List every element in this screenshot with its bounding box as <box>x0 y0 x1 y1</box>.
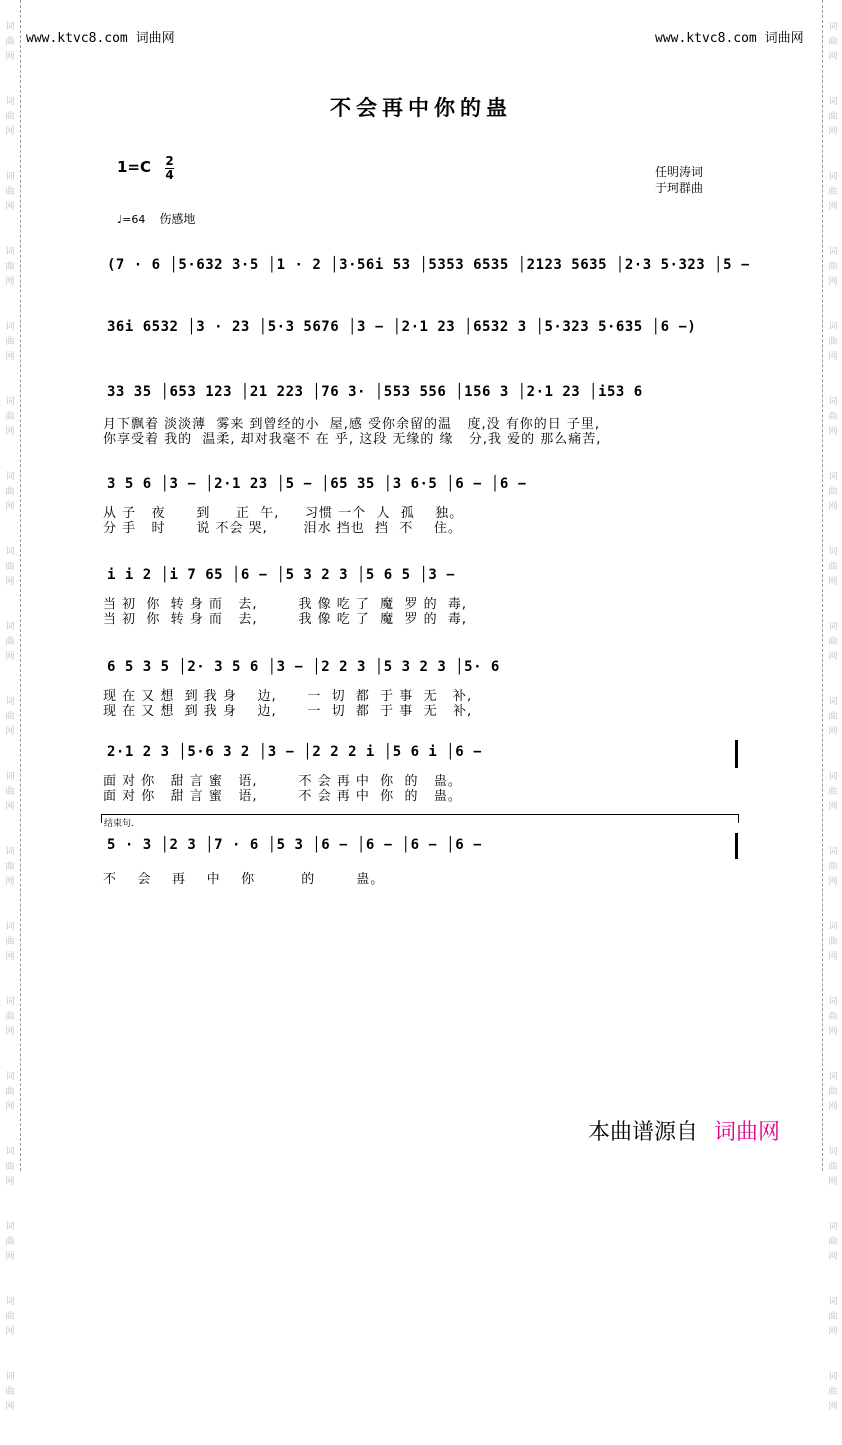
final-barline <box>735 833 738 859</box>
notes: 5 · 3 │2 3 │7 · 6 │5 3 │6 − │6 − │6 − │6 − <box>107 837 483 853</box>
key-signature: 1=C <box>117 158 152 176</box>
watermark-right: 词 曲 网 词 曲 网 词 曲 网 词 曲 网 词 曲 网 词 曲 网 词 曲 网 词 曲 网 词 曲 网 词 曲 网 词 曲 网 词 曲 网 词 曲 网 词 曲 网 词 曲 网 词 曲 网 词 曲 网 词 曲 网 词 曲 网 <box>828 22 838 1412</box>
credits <box>655 164 703 196</box>
lyric-verse1: 面 对 你 甜 言 蜜 语, 不 会 再 中 你 的 蛊。 <box>103 774 462 789</box>
score-line-1 <box>107 253 750 283</box>
notes: 6 5 3 5 │2· 3 5 6 │3 − │2 2 3 │5 3 2 3 │5· 6 <box>107 659 500 675</box>
footer-brand-link[interactable]: 词曲网 <box>714 1120 781 1145</box>
notes: 33 35 │653 123 │21 223 │76 3· │553 556 │156 3 │2·1 23 │i53 6 <box>107 384 643 400</box>
lyric-verse2: 当 初 你 转 身 而 去, 我 像 吃 了 魔 罗 的 毒, <box>103 612 467 627</box>
header-url-right[interactable]: www.ktvc8.com 词曲网 <box>655 31 804 46</box>
score-line-5 <box>107 563 742 593</box>
coda-bracket <box>101 814 739 823</box>
score-line-6 <box>107 655 742 685</box>
lyric-verse1: 当 初 你 转 身 而 去, 我 像 吃 了 魔 罗 的 毒, <box>103 597 467 612</box>
lyric-verse2: 你享受着 我的 温柔, 却对我毫不 在 乎, 这段 无缘的 缘 分,我 爱的 那么痛苦, <box>103 432 602 447</box>
score-line-4 <box>107 472 742 502</box>
lyric-verse1: 月下飘着 淡淡薄 雾来 到曾经的小 屋,感 受你余留的温 度,没 有你的日 子里, <box>103 417 600 432</box>
lyricist-credit: 任明涛词 <box>655 165 704 179</box>
lyric-verse2: 面 对 你 甜 言 蜜 语, 不 会 再 中 你 的 蛊。 <box>103 789 462 804</box>
notes: 36i 6532 │3 · 23 │5·3 5676 │3 − │2·1 23 │6532 3 │5·323 5·635 │6 −) <box>107 319 697 335</box>
tempo-marking: ♩=64 伤感地 <box>117 212 196 226</box>
lyric-verse2: 分 手 时 说 不会 哭, 泪水 挡也 挡 不 住。 <box>103 521 462 536</box>
left-margin-border <box>20 0 21 1171</box>
lyric-verse2: 现 在 又 想 到 我 身 边, 一 切 都 于 事 无 补, <box>103 704 473 719</box>
song-title: 不会再中你的蛊 <box>330 96 512 120</box>
score-line-2 <box>107 315 742 345</box>
coda-label: 结束句. <box>104 819 134 829</box>
time-signature: 2 4 <box>165 154 174 182</box>
notes: 3 5 6 │3 − │2·1 23 │5 − │65 35 │3 6·5 │6 − │6 − <box>107 476 527 492</box>
notes: i i 2 │i 7 65 │6 − │5 3 2 3 │5 6 5 │3 − <box>107 567 456 583</box>
notes: (7 · 6 │5·632 3·5 │1 · 2 │3·56i 53 │5353 6535 │2123 5635 │2·3 5·323 │5 − <box>107 257 750 273</box>
score-line-3 <box>107 380 742 410</box>
score-line-7 <box>107 740 742 770</box>
score-line-8 <box>107 833 742 863</box>
composer-credit: 于珂群曲 <box>655 181 704 195</box>
header-url-left[interactable]: www.ktvc8.com 词曲网 <box>26 31 175 46</box>
notes: 2·1 2 3 │5·6 3 2 │3 − │2 2 2 i │5 6 i │6 − <box>107 744 483 760</box>
lyric-verse1: 现 在 又 想 到 我 身 边, 一 切 都 于 事 无 补, <box>103 689 473 704</box>
source-footer: 本曲谱源自 词曲网 <box>588 1120 781 1145</box>
expression-mark: 伤感地 <box>159 212 196 226</box>
repeat-end-barline <box>735 740 738 768</box>
lyric-verse1: 从 子 夜 到 正 午, 习惯 一个 人 孤 独。 <box>103 506 464 521</box>
lyric-coda: 不 会 再 中 你 的 蛊。 <box>103 872 385 887</box>
watermark-left: 词 曲 网 词 曲 网 词 曲 网 词 曲 网 词 曲 网 词 曲 网 词 曲 网 词 曲 网 词 曲 网 词 曲 网 词 曲 网 词 曲 网 词 曲 网 词 曲 网 词 曲 网 词 曲 网 词 曲 网 词 曲 网 词 曲 网 <box>5 22 15 1412</box>
right-margin-border <box>822 0 823 1171</box>
